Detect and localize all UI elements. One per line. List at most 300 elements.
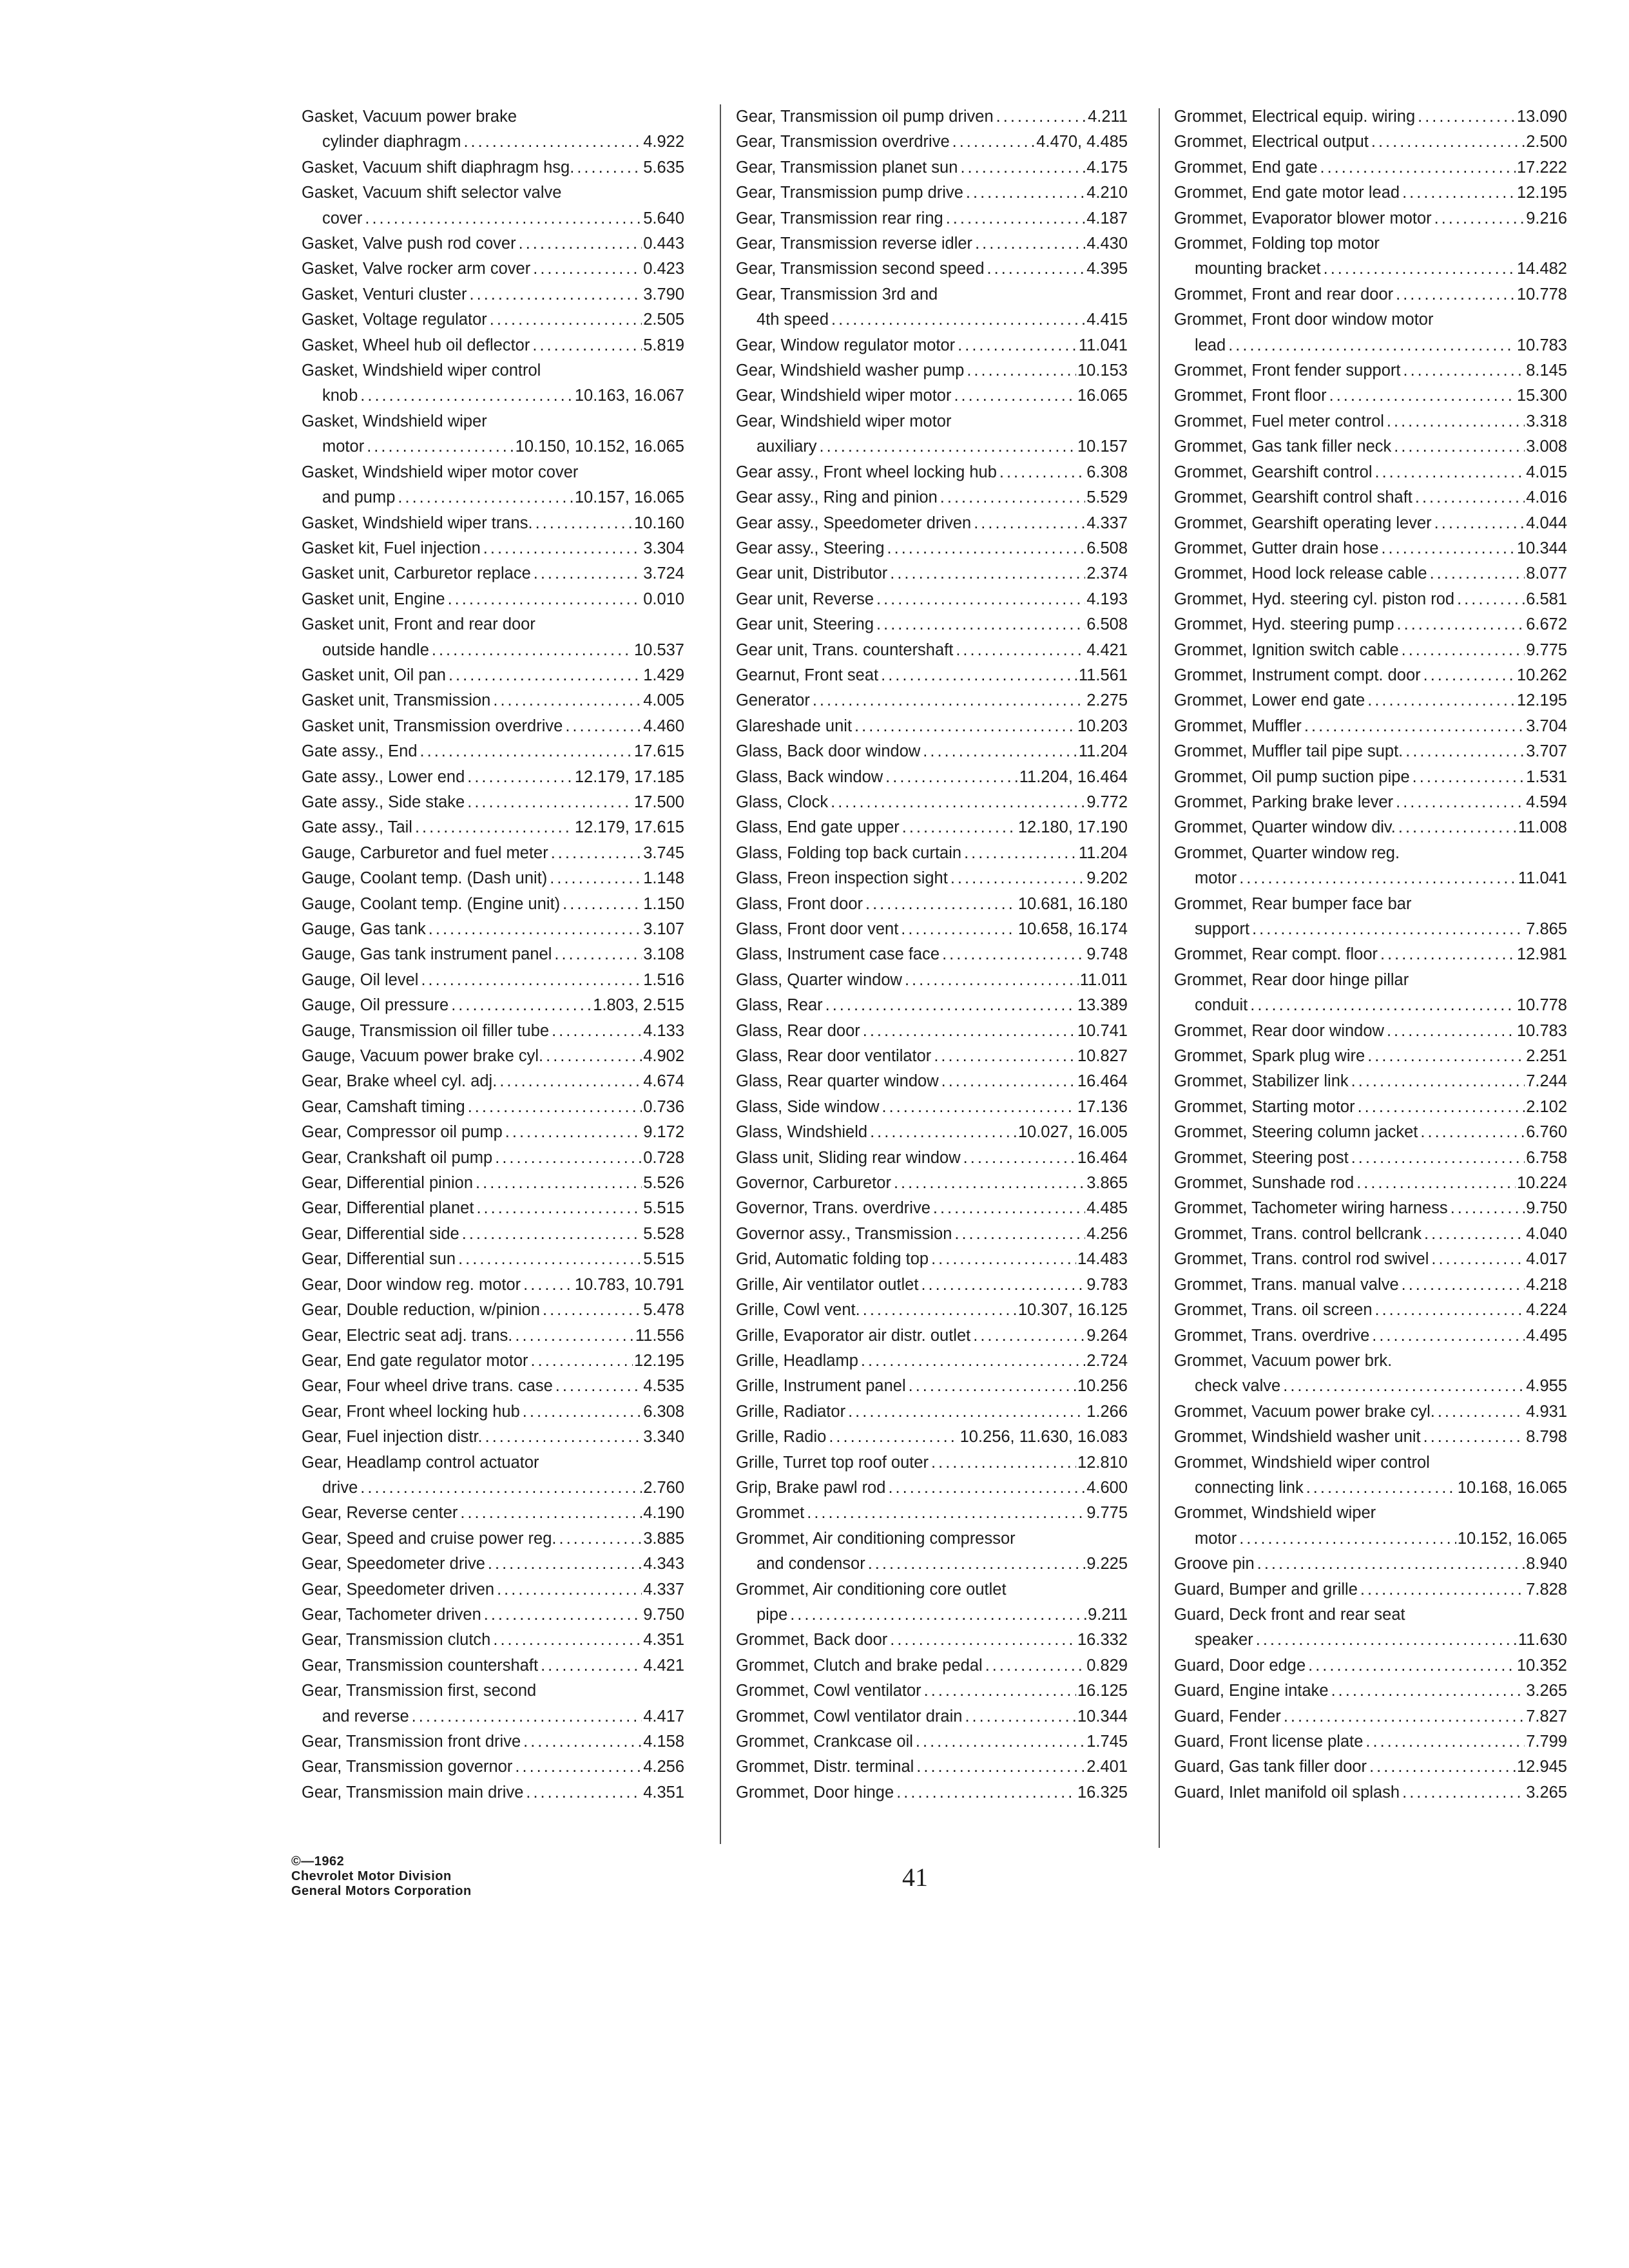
dot-leader	[1457, 587, 1525, 612]
dot-leader	[476, 1196, 642, 1221]
dot-leader	[820, 434, 1076, 459]
entry-reference: 2.760	[643, 1478, 684, 1497]
dot-leader	[1402, 1780, 1525, 1805]
dot-leader	[398, 485, 573, 510]
index-entry	[1174, 536, 1567, 561]
entry-text: Gear, Transmission second speed	[736, 260, 985, 278]
index-entry	[302, 968, 684, 993]
entry-reference: 9.225	[1086, 1555, 1128, 1573]
entry-text: pipe	[757, 1605, 788, 1624]
entry-text: Grommet, Trans. oil screen	[1174, 1301, 1373, 1320]
entry-reference: 4.417	[643, 1707, 684, 1725]
dot-leader	[493, 1628, 642, 1653]
dot-leader	[996, 104, 1086, 130]
dot-leader	[463, 130, 642, 155]
column-divider-2	[1159, 108, 1160, 1848]
entry-reference: 4.421	[643, 1656, 684, 1675]
entry-reference: 4.495	[1526, 1326, 1567, 1345]
entry-reference: 4.902	[643, 1047, 684, 1066]
index-entry	[1174, 434, 1567, 459]
entry-reference: 11.630	[1518, 1631, 1567, 1649]
dot-leader	[1434, 511, 1525, 536]
index-entry	[736, 714, 1128, 739]
entry-reference: 12.195	[1517, 184, 1567, 202]
entry-text: Grille, Air ventilator outlet	[736, 1275, 919, 1294]
index-entry	[736, 942, 1128, 967]
index-entry	[1174, 282, 1567, 307]
index-entry	[1174, 1120, 1567, 1145]
entry-text: Grommet, Front floor	[1174, 387, 1327, 405]
entry-text: Grille, Radiator	[736, 1402, 846, 1421]
index-column-2	[736, 104, 1128, 1805]
dot-leader	[1283, 1374, 1525, 1399]
dot-leader	[882, 1095, 1076, 1120]
index-entry	[1174, 511, 1567, 536]
dot-leader	[451, 993, 592, 1018]
entry-reference: 3.865	[1086, 1174, 1128, 1193]
entry-text: and reverse	[322, 1707, 409, 1725]
index-entry	[736, 1653, 1128, 1678]
entry-reference: 6.508	[1086, 615, 1128, 634]
dot-leader	[483, 536, 642, 561]
index-entry	[736, 536, 1128, 561]
dot-leader	[515, 1754, 642, 1780]
entry-reference: 16.464	[1077, 1072, 1128, 1091]
index-entry	[302, 1577, 684, 1602]
index-entry	[1174, 409, 1567, 434]
entry-text: Gasket, Windshield wiper trans.	[302, 514, 533, 532]
entry-text: Grommet, Door hinge	[736, 1783, 894, 1802]
entry-reference: 6.758	[1526, 1148, 1567, 1167]
index-entry	[302, 1349, 684, 1374]
index-entry	[1174, 485, 1567, 510]
index-entry	[1174, 1171, 1567, 1196]
dot-leader	[941, 1069, 1076, 1094]
dot-leader	[1375, 460, 1525, 485]
dot-leader	[1324, 256, 1516, 282]
entry-text: cover	[322, 209, 363, 227]
dot-leader	[1331, 1678, 1525, 1704]
dot-leader	[1402, 1273, 1525, 1298]
index-entry	[302, 1399, 684, 1425]
index-entry	[302, 1298, 684, 1323]
index-entry	[302, 1247, 684, 1272]
entry-text: Gear, Front wheel locking hub	[302, 1402, 520, 1421]
entry-reference: 4.133	[643, 1021, 684, 1040]
dot-leader	[974, 511, 1085, 536]
entry-text: Gear, Windshield washer pump	[736, 361, 965, 380]
entry-reference: 0.010	[643, 590, 684, 608]
entry-text: Glass, Back window	[736, 767, 883, 786]
entry-text: Grommet, Gearshift operating lever	[1174, 514, 1432, 532]
entry-text: Gear unit, Reverse	[736, 590, 874, 608]
dot-leader	[476, 1171, 642, 1196]
entry-reference: 2.505	[643, 311, 684, 329]
index-entry	[302, 1323, 684, 1349]
index-entry	[736, 1475, 1128, 1501]
dot-leader	[462, 1222, 642, 1247]
entry-text: cylinder diaphragm	[322, 133, 461, 151]
dot-leader	[1402, 638, 1525, 663]
entry-reference: 1.745	[1086, 1733, 1128, 1751]
dot-leader	[534, 561, 642, 586]
entry-text: Grommet, Cowl ventilator drain	[736, 1707, 963, 1725]
entry-reference: 10.827	[1077, 1047, 1128, 1066]
index-entry	[736, 485, 1128, 510]
index-entry	[302, 1171, 684, 1196]
index-entry	[736, 104, 1128, 130]
entry-reference: 12.981	[1517, 945, 1567, 964]
dot-leader	[420, 739, 633, 764]
dot-leader	[1356, 1171, 1516, 1196]
index-entry	[1174, 561, 1567, 586]
dot-leader	[533, 256, 642, 282]
dot-leader	[1396, 790, 1525, 815]
entry-text: Grommet, Quarter window div.	[1174, 818, 1396, 837]
dot-leader	[523, 1399, 642, 1425]
dot-leader	[870, 1120, 1017, 1145]
index-entry	[1174, 1399, 1567, 1425]
dot-leader	[896, 1780, 1076, 1805]
index-entry: Gasket, Vacuum power brake	[302, 108, 517, 126]
entry-text: Grommet	[736, 1504, 805, 1523]
index-entry	[302, 1425, 684, 1450]
dot-leader	[367, 434, 514, 459]
entry-reference: 8.798	[1526, 1428, 1567, 1446]
dot-leader	[515, 1323, 633, 1349]
entry-reference: 7.827	[1526, 1707, 1567, 1725]
dot-leader	[1402, 180, 1516, 206]
dot-leader	[1367, 1044, 1525, 1069]
entry-reference: 3.704	[1526, 716, 1567, 735]
index-entry: Grommet, Vacuum power brk.	[1174, 1351, 1393, 1370]
dot-leader	[965, 1704, 1076, 1729]
entry-reference: 11.204	[1078, 742, 1128, 761]
entry-text: Gear, Differential sun	[302, 1250, 456, 1269]
entry-reference: 9.772	[1086, 793, 1128, 811]
dot-leader	[448, 587, 642, 612]
entry-reference: 10.681, 16.180	[1017, 894, 1128, 913]
entry-reference: 4.485	[1086, 1199, 1128, 1218]
dot-leader	[956, 638, 1085, 663]
index-entry	[736, 1780, 1128, 1805]
index-entry	[1174, 1780, 1567, 1805]
dot-leader	[1252, 917, 1525, 942]
index-entry	[302, 993, 684, 1018]
entry-reference: 9.172	[643, 1123, 684, 1142]
dot-leader	[825, 993, 1076, 1018]
entry-reference: 14.482	[1517, 260, 1567, 278]
entry-text: Guard, Bumper and grille	[1174, 1580, 1358, 1599]
entry-reference: 10.256	[1077, 1377, 1128, 1396]
entry-text: Grommet, Gutter drain hose	[1174, 539, 1379, 557]
index-entry	[1174, 739, 1567, 764]
dot-leader	[831, 790, 1085, 815]
entry-text: Grommet, End gate motor lead	[1174, 184, 1400, 202]
entry-reference: 16.325	[1077, 1783, 1128, 1802]
entry-text: Gear, Differential pinion	[302, 1174, 474, 1193]
entry-text: lead	[1195, 336, 1226, 354]
entry-text: Glass, Front door	[736, 894, 863, 913]
dot-leader	[555, 1374, 642, 1399]
entry-reference: 6.308	[643, 1402, 684, 1421]
index-entry	[736, 1754, 1128, 1780]
entry-text: Guard, Front license plate	[1174, 1733, 1364, 1751]
entry-reference: 6.760	[1526, 1123, 1567, 1142]
entry-reference: 10.344	[1077, 1707, 1128, 1725]
dot-leader	[523, 1729, 642, 1754]
entry-reference: 6.508	[1086, 539, 1128, 557]
index-entry	[1174, 663, 1567, 688]
entry-text: Gear unit, Trans. countershaft	[736, 640, 954, 659]
entry-reference: 9.775	[1526, 640, 1567, 659]
entry-reference: 10.352	[1517, 1656, 1567, 1675]
entry-reference: 4.044	[1526, 514, 1567, 532]
dot-leader	[933, 1196, 1085, 1221]
dot-leader	[946, 206, 1085, 231]
dot-leader	[831, 307, 1085, 332]
entry-text: Glass, End gate upper	[736, 818, 900, 837]
division-line: Chevrolet Motor Division	[291, 1869, 452, 1883]
dot-leader	[541, 1653, 642, 1678]
index-entry	[736, 1399, 1128, 1425]
entry-text: Gate assy., Side stake	[302, 793, 465, 811]
index-entry: Grommet, Rear bumper face bar	[1174, 894, 1412, 913]
entry-reference: 12.195	[1517, 691, 1567, 710]
entry-reference: 12.179, 17.615	[574, 818, 684, 837]
entry-reference: 4.193	[1086, 590, 1128, 608]
entry-reference: 4.594	[1526, 793, 1567, 811]
entry-text: Grommet, Electrical equip. wiring	[1174, 108, 1416, 126]
dot-leader	[1438, 1399, 1525, 1425]
dot-leader	[1256, 1628, 1517, 1653]
entry-text: Grommet, Windshield washer unit	[1174, 1428, 1421, 1446]
dot-leader	[952, 130, 1036, 155]
dot-leader	[1351, 1146, 1525, 1171]
entry-reference: 0.443	[643, 235, 684, 253]
entry-reference: 7.799	[1526, 1733, 1567, 1751]
entry-reference: 12.810	[1077, 1453, 1128, 1472]
entry-text: Gear, Transmission clutch	[302, 1631, 491, 1649]
index-entry: Grommet, Rear door hinge pillar	[1174, 970, 1409, 989]
entry-reference: 0.736	[643, 1097, 684, 1116]
index-entry: Gear, Windshield wiper motor	[736, 412, 952, 430]
entry-reference: 4.955	[1526, 1377, 1567, 1396]
entry-reference: 10.783	[1517, 336, 1567, 354]
entry-text: Guard, Door edge	[1174, 1656, 1306, 1675]
dot-leader	[448, 663, 642, 688]
dot-leader	[421, 968, 642, 993]
entry-text: Grommet, Gas tank filler neck	[1174, 437, 1392, 456]
dot-leader	[1250, 993, 1516, 1018]
index-entry	[1174, 333, 1567, 358]
index-entry	[736, 155, 1128, 180]
index-entry	[302, 815, 684, 840]
entry-text: Gear, Transmission front drive	[302, 1733, 521, 1751]
index-entry	[736, 1298, 1128, 1323]
entry-text: Gauge, Oil pressure	[302, 996, 449, 1015]
index-entry	[1174, 1298, 1567, 1323]
entry-text: Grommet, Spark plug wire	[1174, 1047, 1365, 1066]
dot-leader	[861, 1349, 1085, 1374]
entry-reference: 4.210	[1086, 184, 1128, 202]
dot-leader	[490, 307, 642, 332]
entry-reference: 4.600	[1086, 1478, 1128, 1497]
entry-text: Gasket unit, Engine	[302, 590, 445, 608]
index-entry	[302, 587, 684, 612]
entry-reference: 10.344	[1517, 539, 1567, 557]
index-entry	[302, 917, 684, 942]
index-entry: Gasket unit, Front and rear door	[302, 615, 535, 634]
index-entry	[1174, 993, 1567, 1018]
entry-text: Gear unit, Steering	[736, 615, 874, 634]
dot-leader	[532, 333, 642, 358]
dot-leader	[497, 1577, 642, 1602]
entry-reference: 1.150	[643, 894, 684, 913]
entry-reference: 4.218	[1526, 1275, 1567, 1294]
entry-reference: 4.175	[1086, 158, 1128, 177]
dot-leader	[523, 1273, 574, 1298]
entry-text: Gasket, Wheel hub oil deflector	[302, 336, 530, 354]
dot-leader	[807, 1501, 1085, 1526]
entry-text: motor	[322, 437, 365, 456]
dot-leader	[495, 1146, 642, 1171]
entry-reference: 10.778	[1517, 285, 1567, 303]
entry-text: outside handle	[322, 640, 429, 659]
index-entry	[302, 841, 684, 866]
entry-text: Gasket, Valve push rod cover	[302, 235, 516, 253]
entry-reference: 2.724	[1086, 1351, 1128, 1370]
entry-reference: 16.332	[1077, 1631, 1128, 1649]
entry-reference: 4.931	[1526, 1402, 1567, 1421]
dot-leader	[432, 638, 633, 663]
entry-reference: 3.008	[1526, 437, 1567, 456]
entry-text: motor	[1195, 1529, 1237, 1548]
entry-reference: 9.750	[1526, 1199, 1567, 1218]
index-entry	[1174, 917, 1567, 942]
entry-text: Gasket unit, Oil pan	[302, 666, 446, 684]
dot-leader	[916, 1754, 1085, 1780]
index-entry	[736, 1628, 1128, 1653]
entry-text: Gear, Crankshaft oil pump	[302, 1148, 493, 1167]
entry-reference: 1.266	[1086, 1402, 1128, 1421]
dot-leader	[931, 1450, 1076, 1475]
index-entry	[736, 1019, 1128, 1044]
dot-leader	[550, 866, 642, 891]
entry-reference: 4.460	[643, 716, 684, 735]
dot-leader	[493, 688, 642, 713]
entry-text: Grommet, Ignition switch cable	[1174, 640, 1399, 659]
index-entry	[736, 130, 1128, 155]
entry-reference: 11.011	[1079, 970, 1128, 989]
entry-text: Gear, Transmission reverse idler	[736, 235, 973, 253]
index-entry: Grommet, Quarter window reg.	[1174, 843, 1400, 862]
dot-leader	[1415, 485, 1525, 510]
index-entry	[302, 663, 684, 688]
entry-text: Grommet, Rear compt. floor	[1174, 945, 1378, 964]
entry-reference: 2.401	[1086, 1758, 1128, 1776]
dot-leader	[535, 511, 633, 536]
entry-text: Grille, Instrument panel	[736, 1377, 906, 1396]
index-entry	[302, 892, 684, 917]
entry-reference: 3.724	[643, 564, 684, 583]
dot-leader	[934, 1044, 1076, 1069]
dot-leader	[499, 1069, 642, 1094]
entry-text: Grille, Evaporator air distr. outlet	[736, 1326, 971, 1345]
dot-leader	[1358, 1095, 1525, 1120]
index-entry	[736, 1501, 1128, 1526]
entry-text: Grommet, Steering column jacket	[1174, 1123, 1418, 1142]
entry-reference: 16.464	[1077, 1148, 1128, 1167]
entry-text: Gauge, Carburetor and fuel meter	[302, 843, 548, 862]
entry-text: Glass, Quarter window	[736, 970, 902, 989]
index-entry	[736, 993, 1128, 1018]
entry-reference: 1.148	[643, 869, 684, 888]
entry-text: Gear, Double reduction, w/pinion	[302, 1301, 540, 1320]
entry-text: Gear, Speed and cruise power reg.	[302, 1529, 557, 1548]
entry-reference: 16.125	[1077, 1682, 1128, 1700]
dot-leader	[360, 383, 574, 408]
entry-reference: 9.775	[1086, 1504, 1128, 1523]
entry-text: Grommet, Gearshift control shaft	[1174, 488, 1412, 507]
index-entry	[736, 307, 1128, 332]
entry-text: Gauge, Coolant temp. (Engine unit)	[302, 894, 561, 913]
entry-reference: 7.865	[1526, 920, 1567, 938]
entry-reference: 1.803, 2.515	[593, 996, 684, 1015]
entry-text: Glass, Side window	[736, 1097, 880, 1116]
index-entry: Guard, Deck front and rear seat	[1174, 1605, 1405, 1624]
entry-reference: 12.945	[1517, 1758, 1567, 1776]
copyright-line: ©—1962	[291, 1854, 345, 1869]
dot-leader	[865, 892, 1017, 917]
dot-leader	[1424, 1222, 1525, 1247]
index-entry	[736, 434, 1128, 459]
index-entry	[302, 1552, 684, 1577]
dot-leader	[1403, 358, 1525, 383]
dot-leader	[942, 942, 1085, 967]
entry-reference: 10.262	[1517, 666, 1567, 684]
dot-leader	[467, 790, 633, 815]
entry-reference: 10.168, 16.065	[1457, 1478, 1567, 1497]
entry-reference: 4.211	[1088, 108, 1128, 126]
entry-reference: 11.041	[1078, 336, 1128, 354]
index-entry	[736, 561, 1128, 586]
entry-text: Gear, Camshaft timing	[302, 1097, 465, 1116]
entry-text: Gear, Transmission governor	[302, 1758, 513, 1776]
page-number: 41	[902, 1863, 928, 1892]
entry-reference: 5.526	[643, 1174, 684, 1193]
entry-text: Glass, Rear quarter window	[736, 1072, 939, 1091]
dot-leader	[365, 206, 642, 231]
entry-text: Glass, Rear	[736, 996, 823, 1015]
index-entry	[302, 130, 684, 155]
index-entry	[736, 1704, 1128, 1729]
entry-text: Glareshade unit	[736, 716, 853, 735]
index-entry	[1174, 460, 1567, 485]
entry-text: Grommet, Cowl ventilator	[736, 1682, 921, 1700]
entry-reference: 11.204, 16.464	[1019, 767, 1128, 786]
dot-leader	[894, 1171, 1085, 1196]
entry-reference: 17.615	[634, 742, 684, 761]
entry-text: Gear, Electric seat adj. trans.	[302, 1326, 513, 1345]
index-entry	[1174, 1323, 1567, 1349]
entry-reference: 10.741	[1077, 1021, 1128, 1040]
entry-reference: 15.300	[1517, 387, 1567, 405]
dot-leader	[1304, 714, 1525, 739]
index-entry	[736, 206, 1128, 231]
index-entry	[1174, 866, 1567, 891]
dot-leader	[468, 1095, 642, 1120]
